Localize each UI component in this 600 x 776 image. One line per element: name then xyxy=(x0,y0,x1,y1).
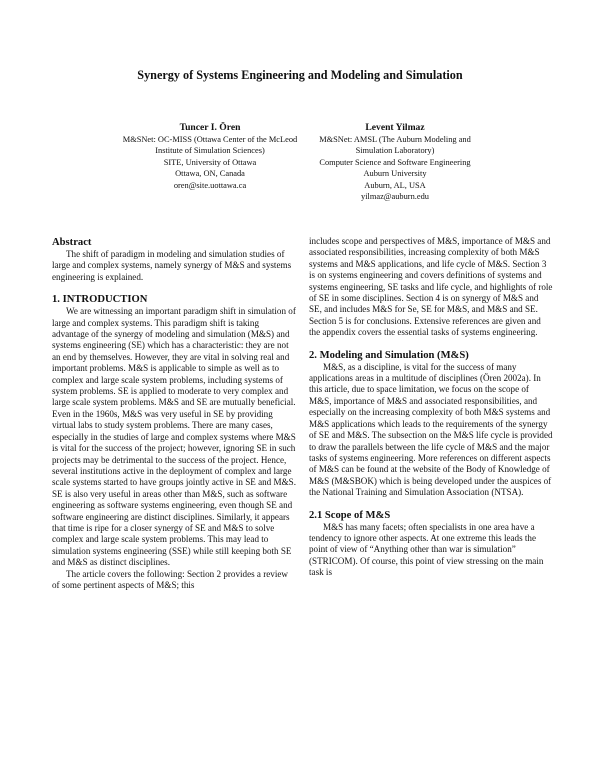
author-email: oren@site.uottawa.ca xyxy=(173,180,247,190)
author-name: Levent Yilmaz xyxy=(365,122,425,133)
paper-title: Synergy of Systems Engineering and Modeling and Simulation xyxy=(137,68,463,82)
affiliation-line: Auburn University xyxy=(363,169,427,179)
section-2-paragraph: M&S, as a discipline, is vital for the success of many applications areas in a multitude of disciplines (Ören 2002a). In this article, due to space limitation, we focus on the scope of M&S, importance of M&S and associated responsibilities, and especially on the increasing complexity of both M&S systems and M&S applications which leads to the requirements of the synergy of SE and M&S. The subsection on the M&S life cycle is provided to draw the parallels between the life cycle of M&S and the major tasks of systems engineering. More references on different aspects of M&S can be found at the website of the Body of Knowledge of M&S (M&SBOK) which is being developed under the auspices of the National Training and Simulation Association (NTSA). xyxy=(309,361,553,498)
affiliation-line: Auburn, AL, USA xyxy=(364,180,426,190)
affiliation-line: Institute of Simulation Sciences) xyxy=(155,146,265,156)
introduction-heading: 1. INTRODUCTION xyxy=(52,294,148,306)
introduction-paragraph: The article covers the following: Section 2 provides a review of some pertinent aspects of M&S; this xyxy=(52,568,288,590)
right-column xyxy=(309,236,553,579)
section-2-heading: 2. Modeling and Simulation (M&S) xyxy=(309,349,469,361)
affiliation-line: M&SNet: OC-MISS (Ottawa Center of the McLeod xyxy=(122,135,298,144)
affiliation-line: M&SNet: AMSL (The Auburn Modeling and xyxy=(319,135,471,144)
section-2-1-heading: 2.1 Scope of M&S xyxy=(309,509,391,521)
introduction-paragraph: We are witnessing an important paradigm shift in simulation of large and complex systems. This paradigm shift is taking advantage of the synergy of modeling and simulation (M&S) and systems engineering (SE) which has a characteristic: they are not an end by themselves. However, they are vital in solving real and important problems. M&S is applicable to simple as well as to complex and large scale system problems, including systems of system problems. SE is applied to moderate to very complex and large scale system problems. M&S and SE are mutually beneficial. Even in the 1960s, M&S was very useful in SE by providing virtual labs to study system problems. There are many cases, especially in the studies of large and complex systems where M&S is vital for the success of the project; however, ignoring SE in such projects may be detrimental to the success of the project. Hence, several institutions active in the deployment of complex and large scale systems started to have groups jointly active in SE and M&S. SE is also very useful in areas other than M&S, such as software engineering as software systems engineering, even though SE and software engineering are distinct disciplines. Similarly, it appears that time is ripe for a closer synergy of SE and M&S to solve complex and large scale system problems. This may lead to simulation systems engineering (SSE) while still keeping both SE and M&S as distinct disciplines. xyxy=(52,306,296,568)
affiliation-line: SITE, University of Ottawa xyxy=(163,157,257,167)
author-block-oren xyxy=(110,121,310,191)
author-email: yilmaz@auburn.edu xyxy=(361,192,429,202)
affiliation-line: Computer Science and Software Engineering xyxy=(319,157,471,167)
affiliation-line: Ottawa, ON, Canada xyxy=(175,169,245,179)
affiliation-line: Simulation Laboratory) xyxy=(355,146,435,156)
author-name: Tuncer I. Ören xyxy=(179,122,241,133)
introduction-paragraph-continued: includes scope and perspectives of M&S, importance of M&S and associated responsibilities, increasing complexity of both M&S systems and M&S applications, and life cycle of M&S. Section 3 is on systems engineering and covers definitions of systems and systems engineering, SE tasks and life cycle, and highlights of role of SE in some disciplines. Section 4 is on synergy of M&S and SE, and includes M&S for Se, SE for M&S, and M&S and SE. Section 5 is for conclusions. Extensive references are given and the appendix covers the essential tasks of systems engineering. xyxy=(309,236,553,338)
abstract-text: The shift of paradigm in modeling and simulation studies of large and complex systems, namely synergy of M&S and systems engineering is explained. xyxy=(52,249,292,282)
abstract-heading: Abstract xyxy=(52,237,92,248)
author-block-yilmaz xyxy=(300,121,490,202)
section-2-1-paragraph: M&S has many facets; often specialists in one area have a tendency to ignore other aspects. At one extreme this leads the point of view of “Anything other than war is simulation” (STRICOM). Of course, this point of view stressing on the main task is xyxy=(309,521,544,578)
left-column xyxy=(52,236,296,591)
